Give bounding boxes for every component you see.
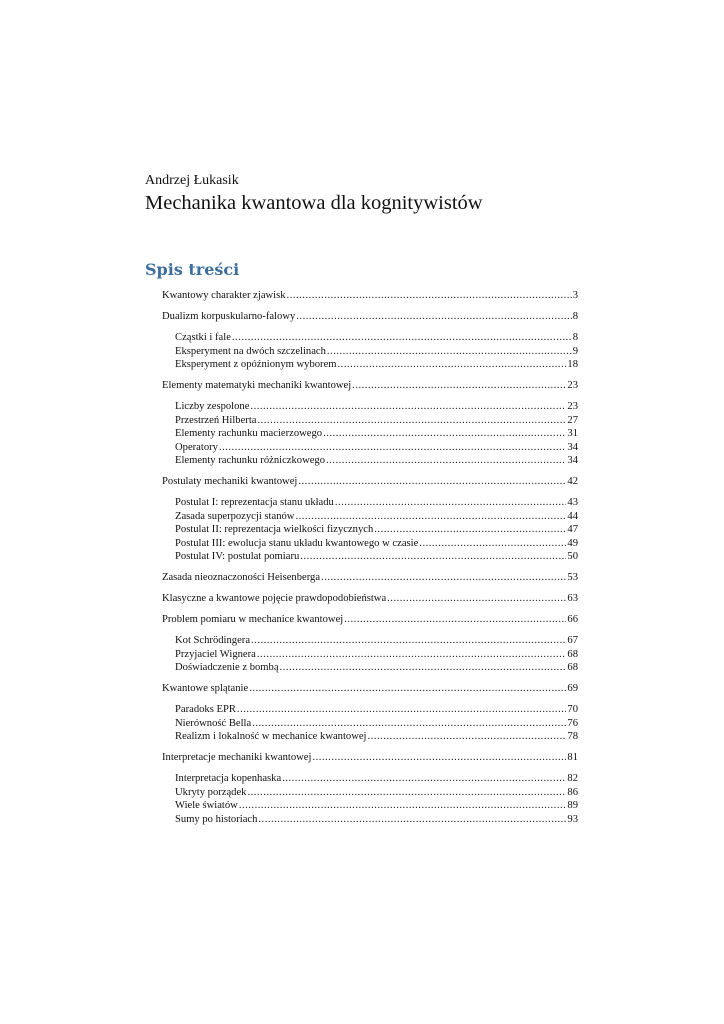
toc-entry-page: 34: [567, 441, 578, 453]
toc-entry-title: Paradoks EPR: [175, 704, 236, 715]
toc-entry[interactable]: [175, 730, 578, 744]
toc-leader-dots: [247, 786, 566, 800]
toc-entry-title: Postulat I: reprezentacja stanu układu: [175, 497, 334, 508]
toc-entry-title: Elementy rachunku różniczkowego: [175, 455, 326, 466]
toc-leader-dots: [419, 537, 566, 551]
toc-entry-title: Kot Schrödingera: [175, 635, 251, 646]
toc-entry[interactable]: [175, 400, 578, 414]
toc-leader-dots: [387, 592, 566, 606]
toc-entry-page: 70: [567, 704, 578, 715]
toc-entry-title: Postulat IV: postulat pomiaru: [175, 551, 300, 562]
toc-entry[interactable]: [175, 772, 578, 786]
toc-entry-title: Klasyczne a kwantowe pojęcie prawdopodobieństwa: [162, 593, 387, 604]
toc-entry[interactable]: [162, 289, 578, 303]
toc-entry[interactable]: [175, 786, 578, 800]
toc-leader-dots: [219, 441, 566, 455]
toc-entry-page: 9: [572, 345, 578, 357]
book-title: Mechanika kwantowa dla kognitywistów: [145, 192, 483, 214]
toc-entry-title: Dualizm korpuskularno-falowy: [162, 311, 296, 322]
toc-entry-title: Nierówność Bella: [175, 717, 252, 729]
toc-entry-page: 34: [567, 455, 578, 466]
toc-leader-dots: [250, 400, 566, 414]
toc-entry-title: Doświadczenie z bombą: [175, 662, 279, 673]
toc-entry[interactable]: [175, 523, 578, 537]
toc-entry-title: Interpretacje mechaniki kwantowej: [162, 752, 312, 763]
toc-entry-title: Operatory: [175, 441, 218, 453]
toc-entry-page: 89: [567, 800, 578, 811]
toc-entry[interactable]: [175, 427, 578, 441]
toc-leader-dots: [280, 661, 567, 675]
toc-leader-dots: [352, 379, 566, 393]
toc-entry-title: Przestrzeń Hilberta: [175, 414, 257, 426]
toc-entry[interactable]: [175, 813, 578, 827]
toc-entry[interactable]: [175, 537, 578, 551]
toc-entry-page: 43: [567, 497, 578, 508]
toc-entry-title: Ukryty porządek: [175, 786, 247, 798]
toc-leader-dots: [237, 703, 566, 717]
toc-leader-dots: [338, 358, 567, 372]
toc-entry-title: Kwantowy charakter zjawisk: [162, 290, 286, 301]
toc-entry-title: Elementy matematyki mechaniki kwantowej: [162, 380, 352, 391]
toc-leader-dots: [298, 475, 566, 489]
toc-leader-dots: [251, 634, 566, 648]
toc-entry-page: 81: [567, 752, 578, 763]
toc-entry-page: 47: [567, 524, 578, 535]
toc-entry[interactable]: [175, 358, 578, 372]
toc-entry-page: 23: [567, 380, 578, 391]
toc-entry-title: Eksperyment na dwóch szczelinach: [175, 345, 326, 357]
toc-entry-page: 69: [567, 683, 578, 694]
toc-entry-page: 8: [572, 332, 578, 343]
toc-entry-title: Sumy po historiach: [175, 813, 258, 825]
toc-leader-dots: [249, 682, 566, 696]
toc-entry-page: 78: [567, 731, 578, 742]
toc-entry[interactable]: [162, 592, 578, 606]
toc-entry-title: Liczby zespolone: [175, 401, 250, 412]
toc-entry[interactable]: [175, 550, 578, 564]
toc-entry[interactable]: [175, 510, 578, 524]
toc-entry[interactable]: [162, 379, 578, 393]
toc-entry-page: 49: [567, 537, 578, 549]
toc-entry-page: 18: [567, 359, 578, 370]
toc-entry-page: 68: [567, 648, 578, 660]
toc-entry-title: Zasada nieoznaczoności Heisenberga: [162, 572, 321, 583]
toc-entry-page: 66: [567, 614, 578, 625]
toc-leader-dots: [282, 772, 566, 786]
toc-entry[interactable]: [162, 310, 578, 324]
toc-entry-page: 42: [567, 476, 578, 487]
toc-leader-dots: [300, 550, 566, 564]
toc-entry[interactable]: [175, 799, 578, 813]
toc-entry[interactable]: [175, 496, 578, 510]
toc-entry-page: 31: [567, 428, 578, 439]
toc-entry[interactable]: [175, 661, 578, 675]
toc-entry-title: Przyjaciel Wignera: [175, 648, 256, 660]
toc-entry-title: Wiele światów: [175, 800, 238, 811]
toc-entry-page: 68: [567, 662, 578, 673]
toc-entry-page: 50: [567, 551, 578, 562]
toc-entry-page: 8: [572, 311, 578, 322]
toc-entry[interactable]: [175, 454, 578, 468]
toc-entry-title: Elementy rachunku macierzowego: [175, 428, 323, 439]
toc-entry-title: Eksperyment z opóźnionym wyborem: [175, 359, 337, 370]
toc-entry[interactable]: [175, 703, 578, 717]
toc-leader-dots: [321, 571, 566, 585]
toc-entry[interactable]: [175, 717, 578, 731]
toc-entry[interactable]: [175, 648, 578, 662]
toc-entry-title: Cząstki i fale: [175, 332, 231, 343]
toc-leader-dots: [295, 510, 566, 524]
toc-entry-page: 82: [567, 773, 578, 784]
toc-leader-dots: [327, 345, 572, 359]
toc-entry-title: Problem pomiaru w mechanice kwantowej: [162, 614, 344, 625]
toc-leader-dots: [323, 427, 566, 441]
toc-entry[interactable]: [162, 571, 578, 585]
toc-entry-page: 86: [567, 786, 578, 798]
toc-leader-dots: [374, 523, 566, 537]
toc-entry[interactable]: [175, 414, 578, 428]
toc-entry-page: 67: [567, 635, 578, 646]
toc-entry[interactable]: [162, 751, 578, 765]
toc-heading: Spis treści: [145, 260, 240, 279]
toc-entry[interactable]: [162, 475, 578, 489]
toc-entry-title: Kwantowe splątanie: [162, 683, 249, 694]
toc-leader-dots: [232, 331, 572, 345]
toc-entry-title: Realizm i lokalność w mechanice kwantowej: [175, 731, 367, 742]
toc-leader-dots: [335, 496, 567, 510]
toc-leader-dots: [296, 310, 571, 324]
toc-leader-dots: [326, 454, 566, 468]
toc-entry[interactable]: [175, 441, 578, 455]
toc-leader-dots: [257, 648, 567, 662]
toc-entry-page: 44: [567, 510, 578, 522]
toc-entry-page: 76: [567, 717, 578, 729]
toc-entry-title: Postulat III: ewolucja stanu układu kwantowego w czasie: [175, 537, 419, 549]
toc-entry[interactable]: [162, 613, 578, 627]
toc-leader-dots: [252, 717, 566, 731]
toc-entry-title: Postulaty mechaniki kwantowej: [162, 476, 298, 487]
toc-leader-dots: [287, 289, 572, 303]
toc-entry[interactable]: [175, 634, 578, 648]
toc-entry[interactable]: [162, 682, 578, 696]
toc-entry-title: Zasada superpozycji stanów: [175, 510, 295, 522]
toc-entry-page: 63: [567, 593, 578, 604]
toc-entry-page: 23: [567, 401, 578, 412]
toc-entry-page: 3: [572, 290, 578, 301]
toc-leader-dots: [368, 730, 567, 744]
toc-entry-page: 53: [567, 572, 578, 583]
toc-leader-dots: [312, 751, 566, 765]
author-name: Andrzej Łukasik: [145, 173, 239, 188]
toc-leader-dots: [239, 799, 567, 813]
toc-entry[interactable]: [175, 345, 578, 359]
toc-entry-title: Postulat II: reprezentacja wielkości fizycznych: [175, 524, 374, 535]
toc-entry-page: 93: [567, 813, 578, 825]
toc-entry-page: 27: [567, 414, 578, 426]
toc-leader-dots: [258, 813, 566, 827]
toc-entry[interactable]: [175, 331, 578, 345]
toc-entry-title: Interpretacja kopenhaska: [175, 773, 282, 784]
toc-leader-dots: [257, 414, 566, 428]
toc-leader-dots: [344, 613, 566, 627]
